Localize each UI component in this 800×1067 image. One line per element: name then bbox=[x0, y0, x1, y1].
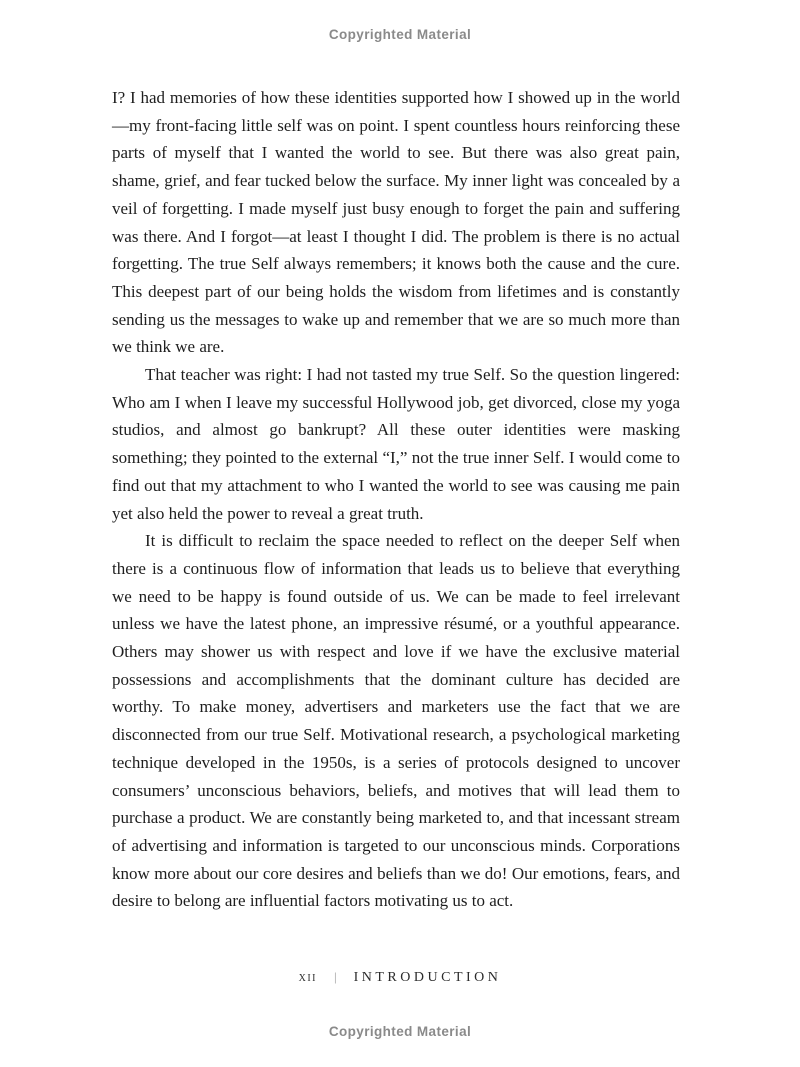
body-paragraph: That teacher was right: I had not tasted my true Self. So the question lingered: Who am I when I leave my successful Hollywood job, get divorced, close my yoga studios, and almost go bankrupt? All these outer identities were masking something; they pointed to the external “I,” not the true inner Self. I would come to find out that my attachment to who I wanted the world to see was causing me pain yet also held the power to reveal a great truth. bbox=[112, 365, 680, 523]
body-paragraph: I? I had memories of how these identities supported how I showed up in the world—my front-facing little self was on point. I spent countless hours reinforcing these parts of myself that I wanted the world to see. But there was also great pain, shame, grief, and fear tucked below the surface. My inner light was concealed by a veil of forgetting. I made myself just busy enough to forget the pain and suffering was there. And I forgot—at least I thought I did. The problem is there is no actual forgetting. The true Self always remembers; it knows both the cause and the cure. This deepest part of our being holds the wisdom from lifetimes and is constantly sending us the messages to wake up and remember that we are so much more than we think we are. bbox=[112, 88, 680, 357]
copyright-notice-top: Copyrighted Material bbox=[328, 27, 472, 42]
footer-separator: | bbox=[334, 969, 337, 984]
page-footer bbox=[0, 968, 800, 986]
body-text-block bbox=[112, 84, 680, 915]
copyright-notice-bottom: Copyrighted Material bbox=[328, 1024, 472, 1039]
section-title: INTRODUCTION bbox=[353, 970, 502, 985]
body-paragraph: It is difficult to reclaim the space needed to reflect on the deeper Self when there is a continuous flow of information that leads us to believe that everything we need to be happy is found outside of us. We can be made to feel irrelevant unless we have the latest phone, an impressive résumé, or a youthful appearance. Others may shower us with respect and love if we have the exclusive material possessions and accomplishments that the dominant culture has decided are worthy. To make money, advertisers and marketers use the fact that we are disconnected from our true Self. Motivational research, a psychological marketing technique developed in the 1950s, is a series of protocols designed to uncover consumers’ unconscious behaviors, beliefs, and motives that will lead them to purchase a product. We are constantly being marketed to, and that incessant stream of advertising and information is targeted to our unconscious minds. Corporations know more about our core desires and beliefs than we do! Our emotions, fears, and desire to belong are influential factors motivating us to act. bbox=[112, 531, 680, 911]
page-number: xii bbox=[298, 970, 317, 985]
